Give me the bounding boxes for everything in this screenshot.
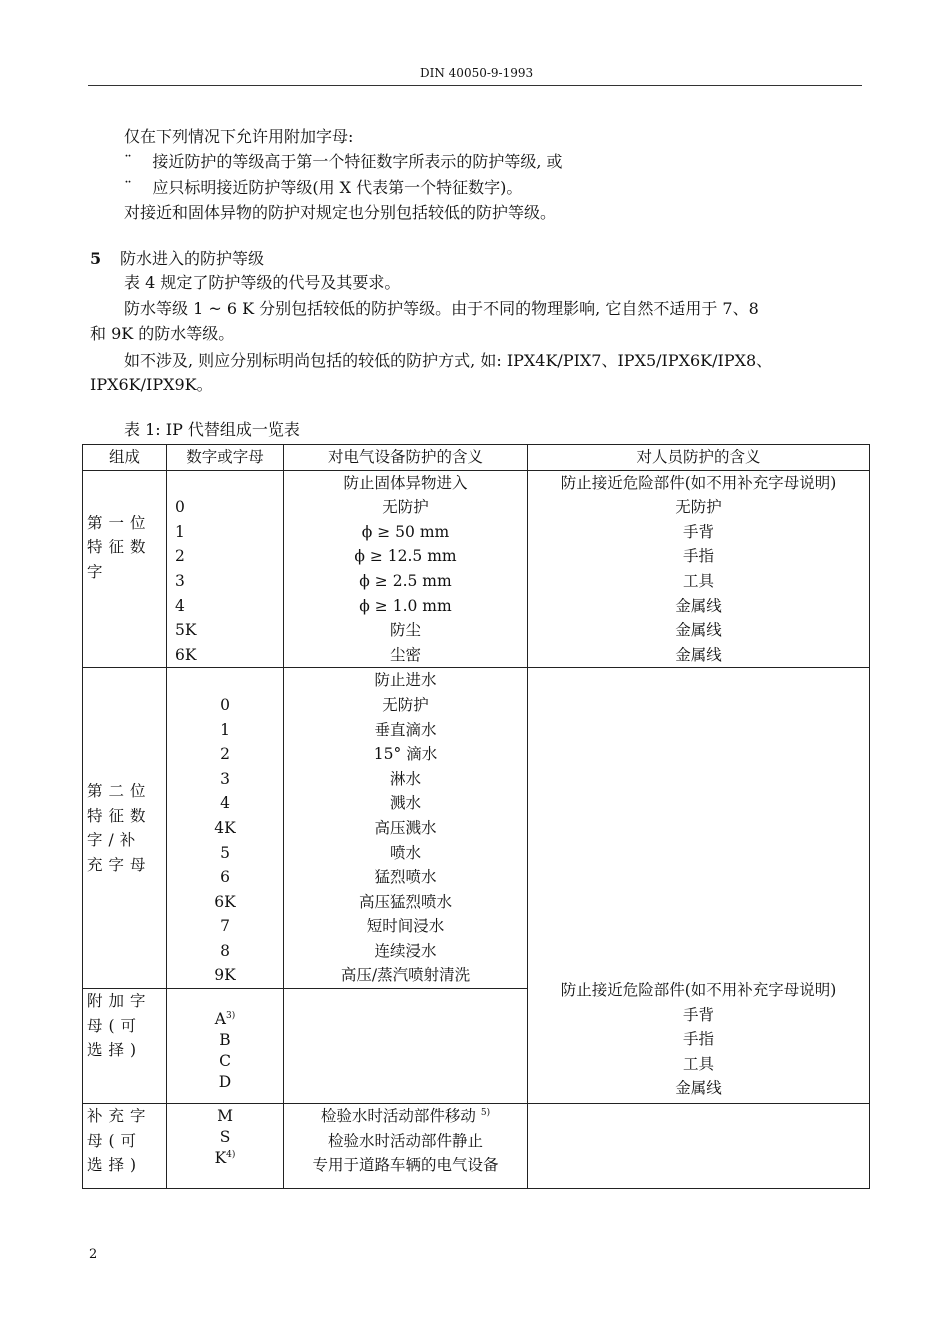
intro-bullet-1 bbox=[124, 151, 563, 173]
bullet-text: 应只标明接近防护等级(用 X 代表第一个特征数字)。 bbox=[152, 178, 523, 197]
code: C bbox=[219, 1052, 231, 1071]
equipment-value: 无防护 bbox=[382, 498, 429, 517]
code: 6K bbox=[214, 892, 236, 911]
supplementary-letter-row bbox=[83, 1104, 870, 1189]
code: 4 bbox=[175, 596, 185, 615]
person-value: 无防护 bbox=[675, 498, 722, 517]
footnote-mark: 4) bbox=[226, 1149, 236, 1160]
equipment-value: 检验水时活动部件静止 bbox=[327, 1131, 483, 1150]
person-value: 手背 bbox=[682, 522, 714, 541]
running-header: DIN 40050-9-1993 bbox=[420, 66, 534, 80]
equipment-value: 检验水时活动部件移动 $^{5)}$ bbox=[320, 1107, 491, 1126]
code: 1 bbox=[220, 720, 230, 739]
code: 2 bbox=[220, 745, 230, 764]
section-number: 5 bbox=[90, 249, 102, 268]
code: 6K bbox=[175, 645, 197, 664]
code: 0 bbox=[175, 498, 185, 517]
code: $K^{4)}$ bbox=[214, 1149, 236, 1168]
equipment-value: 淋水 bbox=[389, 769, 421, 788]
person-value: 金属线 bbox=[675, 645, 722, 664]
bullet-text: 接近防护的等级高于第一个特征数字所表示的防护等级, 或 bbox=[152, 152, 563, 171]
equipment-value: 短时间浸水 bbox=[366, 917, 445, 936]
page-number: 2 bbox=[89, 1247, 98, 1262]
equipment-value: ϕ ≥ 2.5 mm bbox=[359, 571, 452, 590]
code: S bbox=[219, 1128, 231, 1147]
code: 3 bbox=[175, 571, 185, 590]
header-cell: 数字或字母 bbox=[167, 445, 284, 471]
code: 1 bbox=[175, 522, 185, 541]
equipment-title: 防止进水 bbox=[374, 671, 437, 690]
person-value: 金属线 bbox=[675, 621, 722, 640]
person-value: 金属线 bbox=[675, 596, 722, 615]
additional-letter-codes bbox=[167, 989, 284, 1104]
code: M bbox=[217, 1107, 233, 1126]
second-digit-label: 第二位特征数字/补充字母 bbox=[83, 668, 167, 989]
section-paragraph-3b: IPX6K/IPX9K。 bbox=[90, 375, 213, 394]
bullet-mark: ¨ bbox=[124, 178, 132, 197]
section-title: 防水进入的防护等级 bbox=[120, 249, 265, 268]
table-caption: 表 1: IP 代替组成一览表 bbox=[124, 420, 300, 439]
section-paragraph-1: 表 4 规定了防护等级的代号及其要求。 bbox=[124, 273, 401, 292]
header-cell: 对人员防护的含义 bbox=[528, 445, 870, 471]
section-paragraph-2a: 防水等级 1 ~ 6 K 分别包括较低的防护等级。由于不同的物理影响, 它自然不适用于 7、8 bbox=[124, 299, 759, 318]
equipment-title: 防止固体异物进入 bbox=[343, 473, 468, 492]
intro-bullet-2 bbox=[124, 177, 522, 199]
equipment-value: 15° 滴水 bbox=[373, 745, 438, 764]
code: 2 bbox=[175, 547, 185, 566]
code: 4 bbox=[220, 794, 230, 813]
person-value: 工具 bbox=[682, 1054, 714, 1073]
section-paragraph-3a: 如不涉及, 则应分别标明尚包括的较低的防护方式, 如: IPX4K/PIX7、IPX5/IPX6K/IPX8、 bbox=[124, 351, 773, 370]
code: 4K bbox=[214, 818, 236, 837]
first-digit-person bbox=[528, 470, 870, 668]
table-header-row bbox=[83, 445, 870, 471]
code: 8 bbox=[220, 941, 230, 960]
supplementary-letter-label: 补充字母(可选择) bbox=[83, 1104, 167, 1189]
second-digit-equipment bbox=[284, 668, 528, 989]
first-digit-codes bbox=[167, 470, 284, 668]
person-value: 手指 bbox=[682, 547, 714, 566]
code: B bbox=[219, 1031, 231, 1050]
equipment-value: ϕ ≥ 12.5 mm bbox=[354, 547, 457, 566]
code: 5K bbox=[175, 621, 197, 640]
intro-closing: 对接近和固体异物的防护对规定也分别包括较低的防护等级。 bbox=[124, 203, 557, 222]
code: 5 bbox=[220, 843, 230, 862]
section-heading bbox=[90, 248, 264, 270]
supplementary-equipment bbox=[284, 1104, 528, 1189]
person-title: 防止接近危险部件(如不用补充字母说明) bbox=[560, 981, 837, 1000]
code: D bbox=[218, 1073, 232, 1092]
code: 0 bbox=[220, 695, 230, 714]
section-paragraph-2b: 和 9K 的防水等级。 bbox=[90, 324, 235, 343]
ip-code-table bbox=[82, 444, 870, 1189]
equipment-value: 喷水 bbox=[389, 843, 421, 862]
code: 9K bbox=[214, 966, 236, 985]
equipment-value: 猛烈喷水 bbox=[374, 868, 437, 887]
code: $A^{3)}$ bbox=[214, 1010, 236, 1029]
person-title: 防止接近危险部件(如不用补充字母说明) bbox=[560, 473, 837, 492]
person-value: 金属线 bbox=[675, 1079, 722, 1098]
supplementary-letter-codes bbox=[167, 1104, 284, 1189]
equipment-value: 无防护 bbox=[382, 695, 429, 714]
person-value: 手指 bbox=[682, 1030, 714, 1049]
intro-lead: 仅在下列情况下允许用附加字母: bbox=[124, 127, 354, 146]
code: 6 bbox=[220, 868, 230, 887]
equipment-value: 专用于道路车辆的电气设备 bbox=[312, 1156, 499, 1175]
equipment-value: 尘密 bbox=[389, 645, 421, 664]
equipment-value: 垂直滴水 bbox=[374, 720, 437, 739]
header-cell: 组成 bbox=[83, 445, 167, 471]
second-digit-codes bbox=[167, 668, 284, 989]
equipment-value: 溅水 bbox=[389, 794, 421, 813]
equipment-value: ϕ ≥ 1.0 mm bbox=[359, 596, 452, 615]
additional-equipment bbox=[284, 989, 528, 1104]
first-digit-label: 第一位特征数字 bbox=[83, 470, 167, 668]
person-value: 手背 bbox=[682, 1005, 714, 1024]
equipment-value: 高压猛烈喷水 bbox=[358, 892, 452, 911]
additional-letter-label: 附加字母(可选择) bbox=[83, 989, 167, 1104]
footnote-mark: 5) bbox=[480, 1107, 491, 1118]
second-digit-row bbox=[83, 668, 870, 989]
first-digit-row bbox=[83, 470, 870, 668]
footnote-mark: 3) bbox=[225, 1010, 236, 1021]
equipment-value: 防尘 bbox=[389, 621, 421, 640]
equipment-value: 高压/蒸汽喷射清洗 bbox=[340, 966, 471, 985]
equipment-value: 连续浸水 bbox=[374, 941, 437, 960]
first-digit-equipment bbox=[284, 470, 528, 668]
additional-person bbox=[528, 668, 870, 1104]
equipment-value: 高压溅水 bbox=[374, 818, 437, 837]
code: 3 bbox=[220, 769, 230, 788]
equipment-value: ϕ ≥ 50 mm bbox=[361, 522, 450, 541]
header-rule bbox=[88, 85, 862, 86]
header-cell: 对电气设备防护的含义 bbox=[284, 445, 528, 471]
code: 7 bbox=[220, 917, 230, 936]
supplementary-person bbox=[528, 1104, 870, 1189]
bullet-mark: ¨ bbox=[124, 152, 132, 171]
person-value: 工具 bbox=[682, 571, 714, 590]
